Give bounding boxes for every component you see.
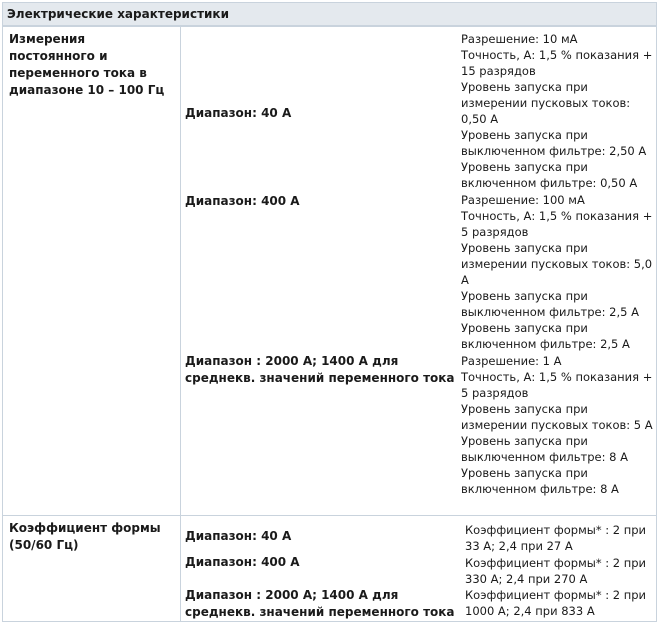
spec-line: Точность, А: 1,5 % показания + 15 разрядов <box>461 48 653 78</box>
spec-line: Уровень запуска при измерении пусковых токов: 5 А <box>461 402 653 432</box>
spec-line: Точность, А: 1,5 % показания + 5 разрядов <box>461 209 653 239</box>
row-label: Коэффициент формы (50/60 Гц) <box>9 521 161 552</box>
spec-block <box>461 353 657 497</box>
range-label: Диапазон: 400 А <box>185 194 300 208</box>
range-label: Диапазон: 400 А <box>185 555 300 569</box>
spec-line: Уровень запуска при включенном фильтре: 2,5 А <box>461 321 630 351</box>
spec-line: Точность, А: 1,5 % показания + 5 разрядов <box>461 370 653 400</box>
spec-line: Разрешение: 1 А <box>461 354 562 368</box>
spec-line: Уровень запуска при выключенном фильтре: 2,50 А <box>461 128 647 158</box>
spec-line: Уровень запуска при включенном фильтре: 0,50 А <box>461 160 638 190</box>
spec-block: Коэффициент формы* : 2 при 330 А; 2,4 при 270 А <box>465 556 647 586</box>
spec-block <box>461 192 657 352</box>
table-row <box>3 515 656 622</box>
spec-table <box>2 2 657 622</box>
spec-block: Коэффициент формы* : 2 при 33 А; 2,4 при 27 А <box>465 523 647 553</box>
range-label: Диапазон: 40 А <box>185 106 292 120</box>
spec-block <box>461 31 657 191</box>
spec-line: Уровень запуска при выключенном фильтре: 2,5 А <box>461 289 639 319</box>
spec-block: Коэффициент формы* : 2 при 1000 А; 2,4 при 833 А <box>465 588 647 618</box>
spec-line: Разрешение: 10 мА <box>461 32 578 46</box>
row-label: Измерения постоянного и переменного тока в диапазоне 10 – 100 Гц <box>9 32 165 97</box>
spec-line: Уровень запуска при включенном фильтре: 8 А <box>461 466 619 496</box>
range-label: Диапазон : 2000 А; 1400 А для среднекв. значений переменного тока <box>185 354 455 385</box>
table-row <box>3 26 656 516</box>
spec-line: Уровень запуска при выключенном фильтре: 8 А <box>461 434 628 464</box>
range-label: Диапазон: 40 А <box>185 529 292 543</box>
spec-line: Разрешение: 100 мА <box>461 193 585 207</box>
section-header: Электрические характеристики <box>3 3 656 26</box>
range-label: Диапазон : 2000 А; 1400 А для среднекв. значений переменного тока <box>185 588 455 619</box>
spec-line: Уровень запуска при измерении пусковых токов: 0,50 А <box>461 80 631 126</box>
spec-line: Уровень запуска при измерении пусковых токов: 5,0 А <box>461 241 653 287</box>
